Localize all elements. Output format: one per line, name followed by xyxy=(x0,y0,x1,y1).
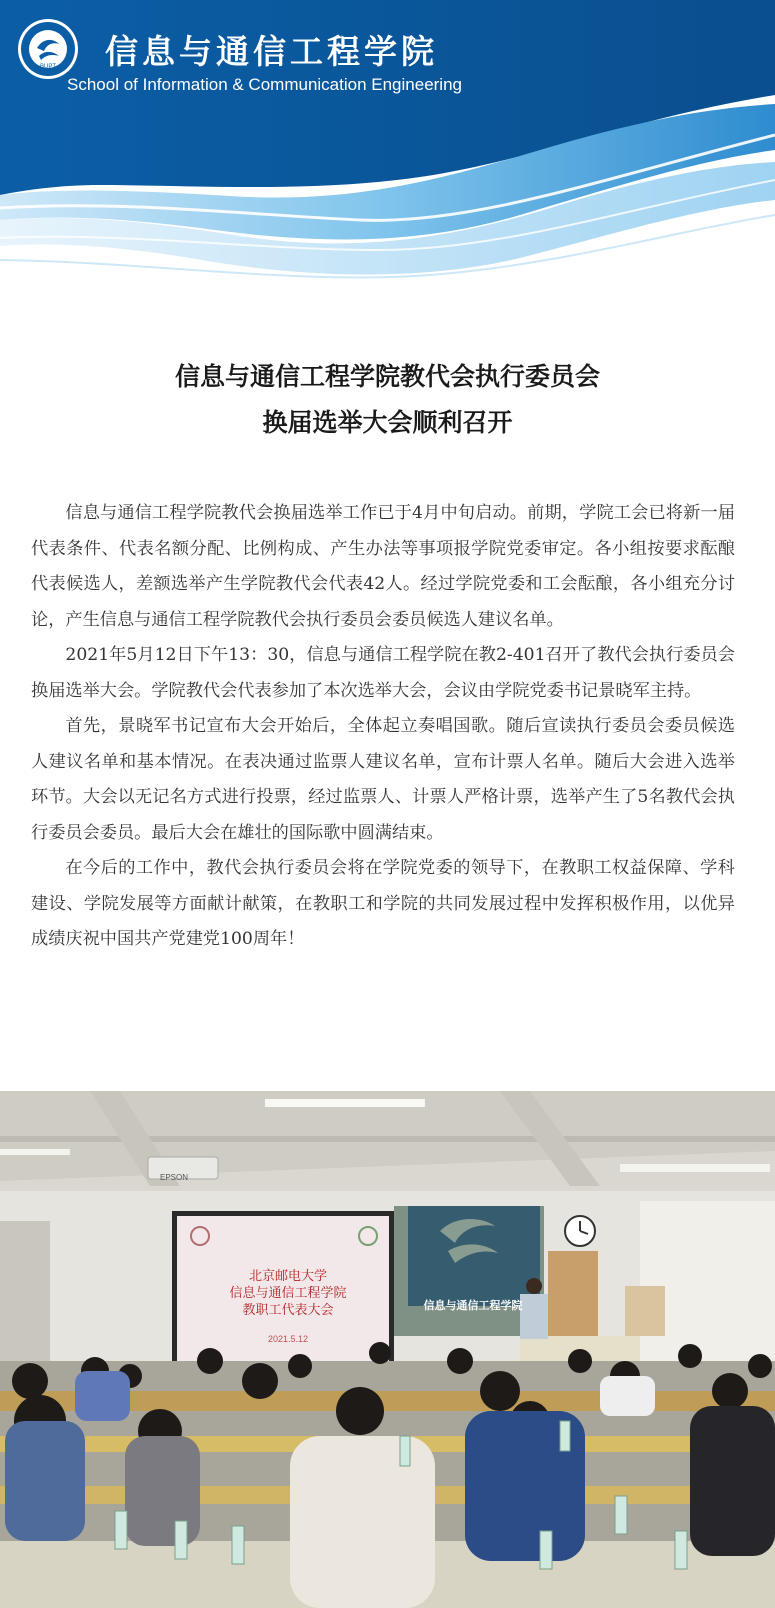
header-banner xyxy=(0,0,775,300)
projection-screen-text xyxy=(184,1268,392,1319)
meeting-photo xyxy=(0,1091,775,1608)
title-line-2: 换届选举大会顺利召开 xyxy=(262,408,513,437)
paragraph: 2021年5月12日下午13：30，信息与通信工程学院在教2-401召开了教代会执行委员会换届选举大会。学院教代会代表参加了本次选举大会，会议由学院党委书记景晓军主持。 xyxy=(31,645,735,701)
screen-line: 教职工代表大会 xyxy=(242,1303,334,1318)
school-logo xyxy=(17,18,79,80)
title-line-1: 信息与通信工程学院教代会执行委员会 xyxy=(174,362,600,391)
banner-cloth-text: 信息与通信工程学院 xyxy=(423,1299,523,1312)
projector-brand: EPSON xyxy=(160,1173,189,1182)
svg-text:BUPT: BUPT xyxy=(39,64,57,70)
school-name-cn: 信息与通信工程学院 xyxy=(105,32,438,71)
article-title xyxy=(0,354,775,446)
paragraph: 在今后的工作中，教代会执行委员会将在学院党委的领导下，在教职工权益保障、学科建设、学院发展等方面献计献策，在教职工和学院的共同发展过程中发挥积极作用，以优异成绩庆祝中国共产党建党100周年！ xyxy=(31,858,735,949)
screen-line: 信息与通信工程学院 xyxy=(229,1286,347,1301)
school-name-en: School of Information & Communication Engineering xyxy=(67,75,462,94)
screen-line: 北京邮电大学 xyxy=(248,1269,327,1284)
paragraph: 信息与通信工程学院教代会换届选举工作已于4月中旬启动。前期，学院工会已将新一届代表条件、代表名额分配、比例构成、产生办法等事项报学院党委审定。各小组按要求酝酿代表候选人，差额选举产生学院教代会代表42人。经过学院党委和工会酝酿，各小组充分讨论，产生信息与通信工程学院教代会执行委员会委员候选人建议名单。 xyxy=(31,503,735,630)
screen-date: 2021.5.12 xyxy=(267,1334,309,1344)
article-body xyxy=(31,496,735,958)
paragraph: 首先，景晓军书记宣布大会开始后，全体起立奏唱国歌。随后宣读执行委员会委员候选人建议名单和基本情况。在表决通过监票人建议名单，宣布计票人名单。随后大会进入选举环节。大会以无记名方式进行投票，经过监票人、计票人严格计票，选举产生了5名教代会执行委员会委员。最后大会在雄壮的国际歌中圆满结束。 xyxy=(31,716,735,843)
